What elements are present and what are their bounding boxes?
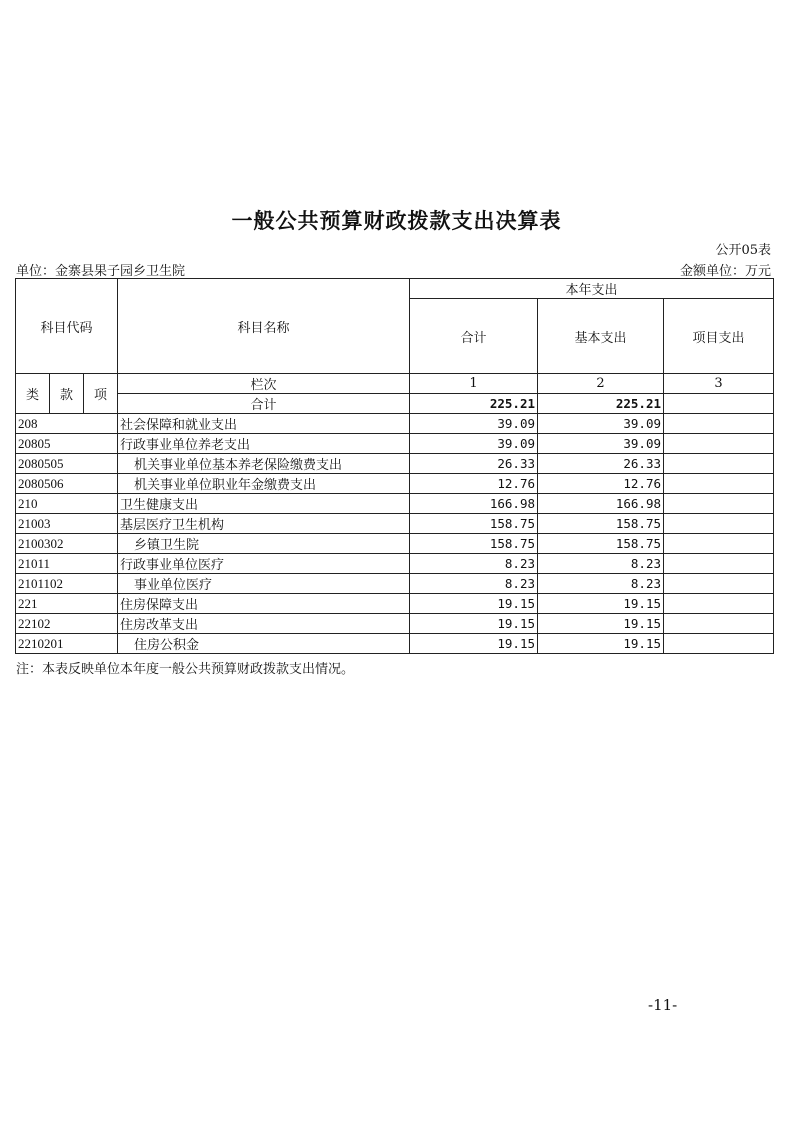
row-basic: 19.15 [538, 614, 664, 634]
table-row [16, 414, 774, 434]
row-project [664, 454, 774, 474]
row-project [664, 414, 774, 434]
row-name: 行政事业单位养老支出 [118, 434, 410, 454]
row-name: 住房保障支出 [118, 594, 410, 614]
sum-basic: 225.21 [538, 394, 664, 414]
table-row [16, 514, 774, 534]
row-project [664, 554, 774, 574]
page-title: 一般公共预算财政拨款支出决算表 [231, 208, 562, 233]
row-code: 210 [16, 494, 118, 514]
row-project [664, 594, 774, 614]
row-code: 21011 [16, 554, 118, 574]
header-total: 合计 [410, 299, 538, 374]
sum-total: 225.21 [410, 394, 538, 414]
row-basic: 158.75 [538, 534, 664, 554]
row-basic: 39.09 [538, 414, 664, 434]
header-kuan: 款 [50, 374, 84, 414]
row-code: 22102 [16, 614, 118, 634]
row-code: 2080505 [16, 454, 118, 474]
header-name: 科目名称 [118, 279, 410, 374]
table-row [16, 574, 774, 594]
table-row [16, 454, 774, 474]
header-project: 项目支出 [664, 299, 774, 374]
column-number-1: 1 [410, 374, 538, 394]
table-row [16, 614, 774, 634]
row-code: 20805 [16, 434, 118, 454]
header-lei: 类 [16, 374, 50, 414]
row-total: 12.76 [410, 474, 538, 494]
row-total: 8.23 [410, 574, 538, 594]
row-total: 39.09 [410, 414, 538, 434]
row-basic: 26.33 [538, 454, 664, 474]
table-row [16, 494, 774, 514]
row-project [664, 534, 774, 554]
row-name: 住房公积金 [118, 634, 410, 654]
row-total: 19.15 [410, 614, 538, 634]
unit-label: 单位：金寨县果子园乡卫生院 [16, 264, 186, 279]
row-name: 机关事业单位职业年金缴费支出 [118, 474, 410, 494]
row-project [664, 614, 774, 634]
row-total: 19.15 [410, 594, 538, 614]
row-basic: 19.15 [538, 594, 664, 614]
column-number-3: 3 [664, 374, 774, 394]
row-total: 166.98 [410, 494, 538, 514]
row-basic: 19.15 [538, 634, 664, 654]
row-code: 208 [16, 414, 118, 434]
row-total: 8.23 [410, 554, 538, 574]
sum-label: 合计 [118, 394, 410, 414]
row-total: 158.75 [410, 534, 538, 554]
row-code: 221 [16, 594, 118, 614]
row-total: 39.09 [410, 434, 538, 454]
row-code: 2101102 [16, 574, 118, 594]
row-project [664, 514, 774, 534]
header-xiang: 项 [84, 374, 118, 414]
row-total: 26.33 [410, 454, 538, 474]
row-code: 2210201 [16, 634, 118, 654]
row-project [664, 474, 774, 494]
row-name: 卫生健康支出 [118, 494, 410, 514]
row-total: 19.15 [410, 634, 538, 654]
row-name: 行政事业单位医疗 [118, 554, 410, 574]
row-basic: 12.76 [538, 474, 664, 494]
row-basic: 39.09 [538, 434, 664, 454]
row-code: 2080506 [16, 474, 118, 494]
row-project [664, 574, 774, 594]
row-basic: 158.75 [538, 514, 664, 534]
row-name: 社会保障和就业支出 [118, 414, 410, 434]
form-number: 公开05表 [715, 243, 771, 258]
row-name: 住房改革支出 [118, 614, 410, 634]
column-number-2: 2 [538, 374, 664, 394]
table-row [16, 554, 774, 574]
row-name: 乡镇卫生院 [118, 534, 410, 554]
row-project [664, 494, 774, 514]
table-note: 注：本表反映单位本年度一般公共预算财政拨款支出情况。 [16, 662, 355, 677]
row-project [664, 634, 774, 654]
table-row [16, 474, 774, 494]
header-code: 科目代码 [16, 279, 118, 374]
header-year-expense: 本年支出 [410, 279, 774, 299]
sum-project [664, 394, 774, 414]
row-code: 2100302 [16, 534, 118, 554]
row-basic: 8.23 [538, 554, 664, 574]
expense-table [15, 278, 774, 654]
column-label: 栏次 [118, 374, 410, 394]
row-project [664, 434, 774, 454]
row-name: 基层医疗卫生机构 [118, 514, 410, 534]
money-unit-label: 金额单位：万元 [679, 264, 771, 279]
table-row [16, 634, 774, 654]
table-row [16, 594, 774, 614]
table-row [16, 434, 774, 454]
row-name: 机关事业单位基本养老保险缴费支出 [118, 454, 410, 474]
table-row [16, 534, 774, 554]
header-basic: 基本支出 [538, 299, 664, 374]
row-total: 158.75 [410, 514, 538, 534]
page-number: -11- [648, 996, 678, 1014]
row-basic: 8.23 [538, 574, 664, 594]
row-name: 事业单位医疗 [118, 574, 410, 594]
row-code: 21003 [16, 514, 118, 534]
row-basic: 166.98 [538, 494, 664, 514]
